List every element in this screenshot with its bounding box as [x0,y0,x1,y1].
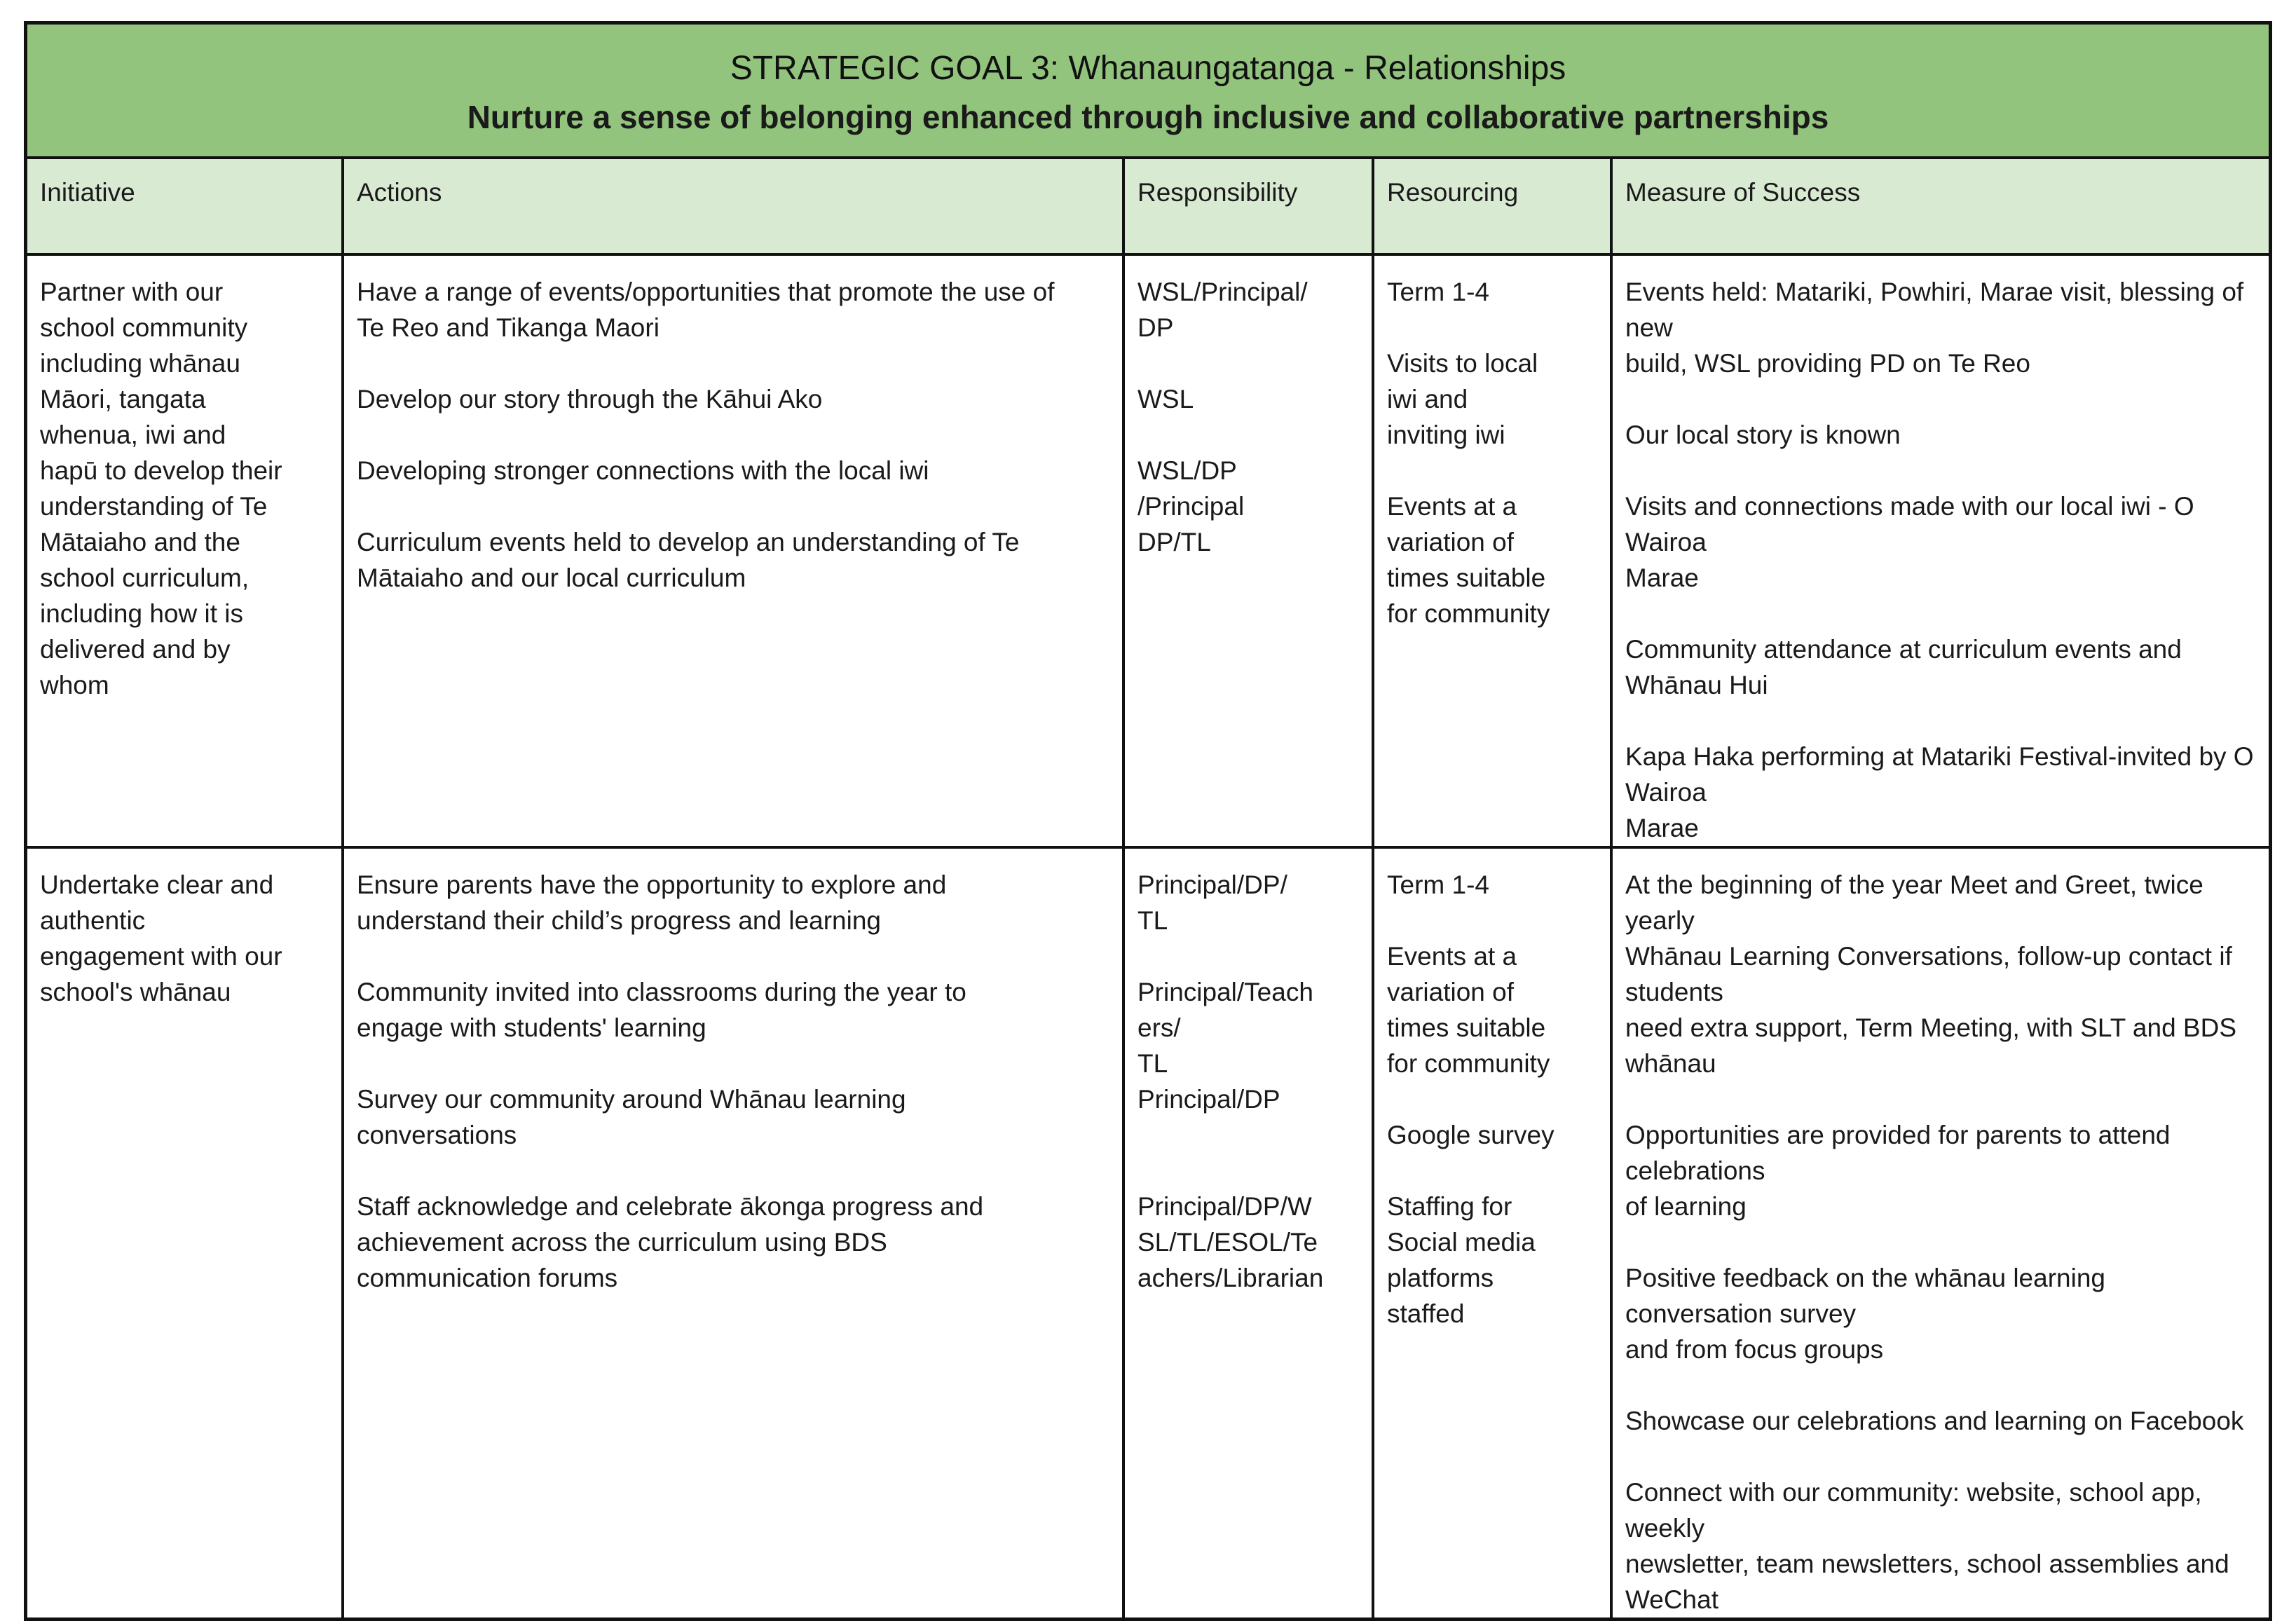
table-row [27,254,2269,847]
goal-title: STRATEGIC GOAL 3: Whanaungatanga - Relationships [730,50,1566,87]
goal-subtitle: Nurture a sense of belonging enhanced through inclusive and collaborative partnerships [467,99,1829,135]
column-header-actions: Actions [343,159,1123,254]
measure-of-success-cell: Events held: Matariki, Powhiri, Marae visit, blessing of new build, WSL providing PD on Te Reo Our local story is known Visits and connections made with our local iwi - O Wairoa Marae Community attendance at curriculum events and Whānau Hui Kapa Haka performing at Matariki Festival-invited by O Wairoa Marae [1611,254,2269,847]
measure-of-success-cell: At the beginning of the year Meet and Greet, twice yearly Whānau Learning Conversations, follow-up contact if students need extra support, Term Meeting, with SLT and BDS whānau Opportunities are provided for parents to attend celebrations of learning Positive feedback on the whānau learning conversation survey and from focus groups Showcase our celebrations and learning on Facebook Connect with our community: website, school app, weekly newsletter, team newsletters, school assemblies and WeChat [1625,870,2244,1614]
actions-cell: Have a range of events/opportunities that promote the use of Te Reo and Tikanga Maori Develop our story through the Kāhui Ako Developing stronger connections with the local iwi Curriculum events held to develop an understanding of Te Mātaiaho and our local curriculum [343,254,1123,847]
goal-plan-table [27,159,2269,1617]
goal-header [27,25,2269,159]
table-row [27,847,2269,1617]
actions-cell: Ensure parents have the opportunity to explore and understand their child’s progress and learning Community invited into classrooms during the year to engage with students' learning Survey our community around Whānau learning conversations Staff acknowledge and celebrate ākonga progress and achievement across the curriculum using BDS communication forums [343,847,1123,1617]
resourcing-cell: Term 1-4 Visits to local iwi and inviting iwi Events at a variation of times suitable for community [1373,254,1611,847]
responsibility-cell: WSL/Principal/ DP WSL WSL/DP /Principal DP/TL [1123,254,1373,847]
column-header-initiative: Initiative [27,159,343,254]
table-header-row [27,159,2269,254]
strategic-goal-table [24,21,2272,1621]
resourcing-cell: Term 1-4 Events at a variation of times suitable for community Google survey Staffing for Social media platforms staffed [1373,847,1611,1617]
column-header-measure-of-success: Measure of Success [1611,159,2269,254]
column-header-responsibility: Responsibility [1123,159,1373,254]
responsibility-cell: Principal/DP/ TL Principal/Teach ers/ TL Principal/DP Principal/DP/W SL/TL/ESOL/Te achers/Librarian [1123,847,1373,1617]
initiative-cell: Partner with our school community including whānau Māori, tangata whenua, iwi and hapū to develop their understanding of Te Mātaiaho and the school curriculum, including how it is delivered and by whom [27,254,343,847]
initiative-cell: Undertake clear and authentic engagement with our school's whānau [27,847,343,1617]
column-header-resourcing: Resourcing [1373,159,1611,254]
